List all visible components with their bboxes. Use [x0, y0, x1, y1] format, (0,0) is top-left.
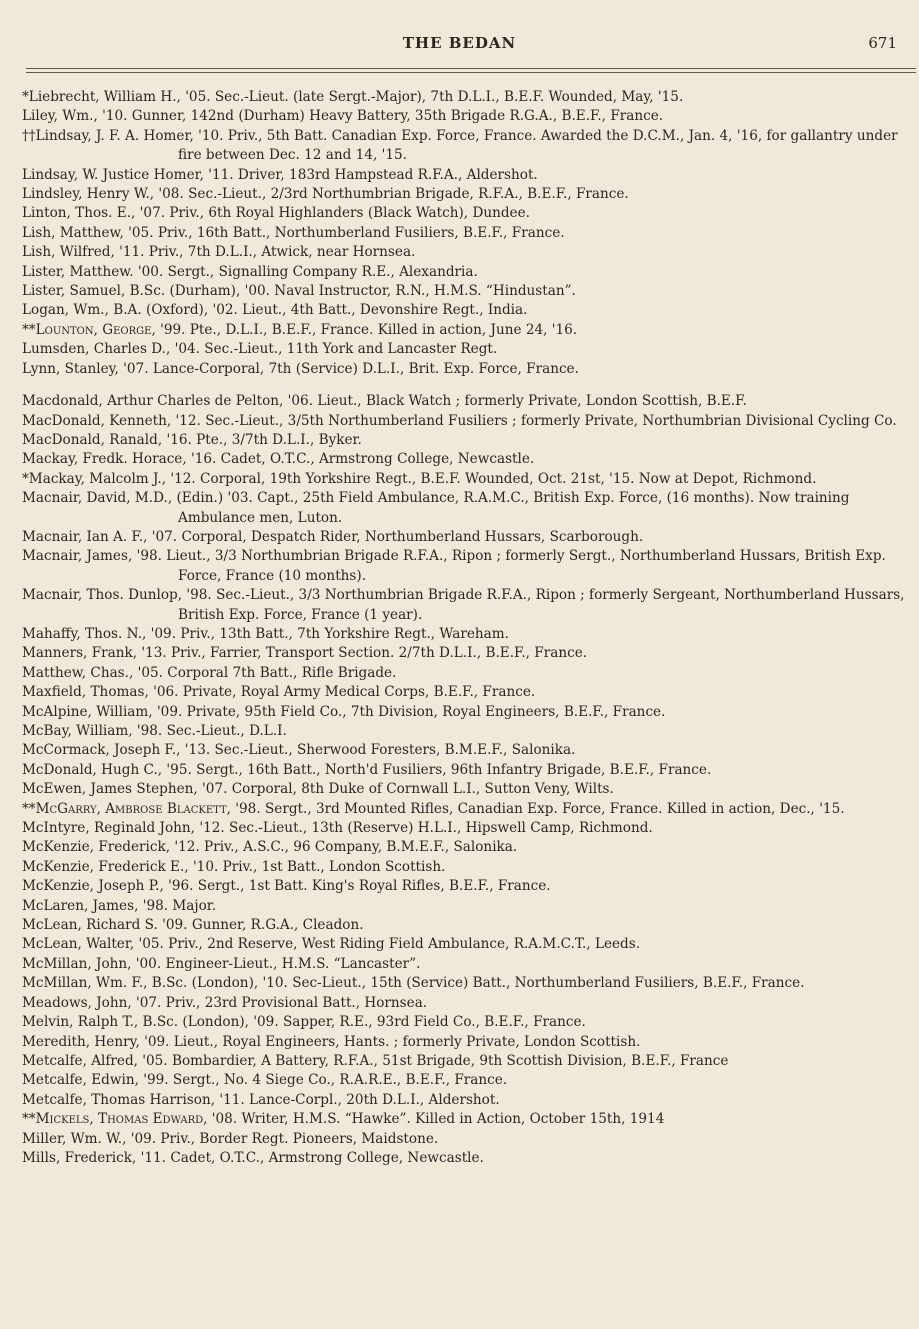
list-item: [22, 1013, 914, 1032]
list-item: [22, 282, 914, 301]
list-item: [22, 185, 914, 204]
list-item: [22, 224, 914, 243]
list-item: [22, 127, 914, 166]
list-item: [22, 586, 914, 625]
entry-text: Metcalfe, Edwin, '99. Sergt., No. 4 Siege Co., R.A.R.E., B.E.F., France.: [22, 1072, 508, 1089]
list-item: [22, 780, 914, 799]
entry-text: Liley, Wm., '10. Gunner, 142nd (Durham) Heavy Battery, 35th Brigade R.G.A., B.E.F., France.: [22, 108, 664, 125]
entry-text: McMillan, Wm. F., B.Sc. (London), '10. Sec-Lieut., 15th (Service) Batt., Northumberland Fusiliers, B.E.F., France.: [22, 975, 805, 992]
list-item: [22, 722, 914, 741]
entry-text: McLaren, James, '98. Major.: [22, 897, 217, 914]
entry-text: Lynn, Stanley, '07. Lance-Corporal, 7th (Service) D.L.I., Brit. Exp. Force, France.: [22, 360, 579, 377]
entry-text: Miller, Wm. W., '09. Priv., Border Regt. Pioneers, Maidstone.: [22, 1130, 439, 1147]
entry-text: Lister, Samuel, B.Sc. (Durham), '00. Naval Instructor, R.N., H.M.S. “Hindustan”.: [22, 283, 576, 300]
list-item: [22, 360, 914, 379]
entry-text: Lister, Matthew. '00. Sergt., Signalling Company R.E., Alexandria.: [22, 263, 478, 280]
entry-text: Melvin, Ralph T., B.Sc. (London), '09. Sapper, R.E., 93rd Field Co., B.E.F., France.: [22, 1014, 586, 1031]
honour-marker: *: [22, 470, 29, 487]
entry-text: McLean, Richard S. '09. Gunner, R.G.A., Cleadon.: [22, 917, 364, 934]
entry-text: Meadows, John, '07. Priv., 23rd Provisional Batt., Hornsea.: [22, 994, 428, 1011]
list-item: [22, 263, 914, 282]
entry-text: McCormack, Joseph F., '13. Sec.-Lieut., Sherwood Foresters, B.M.E.F., Salonika.: [22, 742, 576, 759]
entry-name: McGarry, Ambrose Blackett: [35, 800, 227, 817]
entry-text: Macnair, James, '98. Lieut., 3/3 Northumbrian Brigade R.F.A., Ripon ; formerly Sergt., Northumberland Hussars, British Exp. Force, France (10 months).: [22, 548, 886, 584]
entry-text: McLean, Walter, '05. Priv., 2nd Reserve, West Riding Field Ambulance, R.A.M.C.T., Leeds.: [22, 936, 641, 953]
entry-text: Mackay, Fredk. Horace, '16. Cadet, O.T.C., Armstrong College, Newcastle.: [22, 451, 535, 468]
entry-text: Lish, Matthew, '05. Priv., 16th Batt., Northumberland Fusiliers, B.E.F., France.: [22, 224, 565, 241]
running-title: THE BEDAN: [402, 34, 517, 52]
list-item: [22, 450, 914, 469]
list-item: [22, 664, 914, 683]
list-item: [22, 470, 914, 489]
entry-text: Lumsden, Charles D., '04. Sec.-Lieut., 11th York and Lancaster Regt.: [22, 341, 498, 358]
entry-group-m: [22, 392, 914, 1168]
entry-name: Lounton, George: [35, 321, 152, 338]
entry-text: Manners, Frank, '13. Priv., Farrier, Transport Section. 2/7th D.L.I., B.E.F., France.: [22, 645, 588, 662]
entry-text: Maxfield, Thomas, '06. Private, Royal Army Medical Corps, B.E.F., France.: [22, 684, 536, 701]
entry-text: , '98. Sergt., 3rd Mounted Rifles, Canadian Exp. Force, France. Killed in action, Dec., '15.: [226, 800, 845, 817]
entry-name: Mickels, Thomas Edward: [35, 1111, 204, 1128]
entry-text: , '08. Writer, H.M.S. “Hawke”. Killed in Action, October 15th, 1914: [203, 1111, 665, 1128]
entry-text: McIntyre, Reginald John, '12. Sec.-Lieut., 13th (Reserve) H.L.I., Hipswell Camp, Richmond.: [22, 820, 653, 837]
entry-text: MacDonald, Kenneth, '12. Sec.-Lieut., 3/5th Northumberland Fusiliers ; formerly Private, Northumbrian Divisional Cycling Co.: [22, 412, 897, 429]
list-item: [22, 838, 914, 857]
list-item: [22, 703, 914, 722]
list-item: [22, 166, 914, 185]
page-header: [0, 34, 919, 56]
list-item: [22, 528, 914, 547]
list-item: [22, 1091, 914, 1110]
list-item: [22, 994, 914, 1013]
list-item: [22, 88, 914, 107]
entry-text: Lindsley, Henry W., '08. Sec.-Lieut., 2/3rd Northumbrian Brigade, R.F.A., B.E.F., France.: [22, 186, 629, 203]
entry-text: Macnair, Thos. Dunlop, '98. Sec.-Lieut., 3/3 Northumbrian Brigade R.F.A., Ripon ; formerly Sergeant, Northumberland Hussars, British Exp. Force, France (1 year).: [22, 587, 905, 623]
entry-text: Metcalfe, Thomas Harrison, '11. Lance-Corpl., 20th D.L.I., Aldershot.: [22, 1091, 500, 1108]
header-rule-bottom: [26, 72, 916, 73]
list-item: [22, 819, 914, 838]
entry-text: Logan, Wm., B.A. (Oxford), '02. Lieut., 4th Batt., Devonshire Regt., India.: [22, 302, 528, 319]
entry-text: Macnair, Ian A. F., '07. Corporal, Despatch Rider, Northumberland Hussars, Scarborough.: [22, 528, 644, 545]
entry-text: Liebrecht, William H., '05. Sec.-Lieut. (late Sergt.-Major), 7th D.L.I., B.E.F. Wounded, May, '15.: [28, 89, 684, 105]
entry-text: Mahaffy, Thos. N., '09. Priv., 13th Batt., 7th Yorkshire Regt., Wareham.: [22, 625, 509, 642]
entry-text: Macnair, David, M.D., (Edin.) '03. Capt., 25th Field Ambulance, R.A.M.C., British Exp. Force, (16 months). Now training Ambulance men, Luton.: [22, 490, 850, 526]
honour-marker: **: [22, 800, 36, 817]
entry-list: [22, 88, 914, 1168]
entry-text: Metcalfe, Alfred, '05. Bombardier, A Battery, R.F.A., 51st Brigade, 9th Scottish Division, B.E.F., France: [22, 1052, 729, 1069]
list-item: [22, 1130, 914, 1149]
page-number: 671: [868, 34, 897, 52]
list-item: [22, 340, 914, 359]
list-item: [22, 1052, 914, 1071]
entry-text: Mackay, Malcolm J., '12. Corporal, 19th Yorkshire Regt., B.E.F. Wounded, Oct. 21st, '15. Now at Depot, Richmond.: [28, 470, 817, 487]
list-item: [22, 243, 914, 262]
list-item: [22, 955, 914, 974]
list-item: [22, 974, 914, 993]
list-item: [22, 1033, 914, 1052]
list-item: [22, 204, 914, 223]
entry-text: , '99. Pte., D.L.I., B.E.F., France. Killed in action, June 24, '16.: [151, 321, 578, 338]
honour-marker: **: [22, 1111, 36, 1128]
honour-marker: *: [22, 89, 29, 105]
list-item: [22, 683, 914, 702]
entry-text: MacDonald, Ranald, '16. Pte., 3/7th D.L.I., Byker.: [22, 431, 362, 448]
entry-text: Mills, Frederick, '11. Cadet, O.T.C., Armstrong College, Newcastle.: [22, 1149, 484, 1166]
honour-marker: ††: [22, 127, 36, 144]
group-gap: [22, 379, 914, 392]
entry-text: McKenzie, Frederick, '12. Priv., A.S.C., 96 Company, B.M.E.F., Salonika.: [22, 839, 518, 856]
entry-text: McEwen, James Stephen, '07. Corporal, 8th Duke of Cornwall L.I., Sutton Veny, Wilts.: [22, 781, 614, 798]
entry-text: McKenzie, Frederick E., '10. Priv., 1st Batt., London Scottish.: [22, 858, 446, 875]
list-item: [22, 858, 914, 877]
list-item: [22, 761, 914, 780]
list-item: [22, 392, 914, 411]
honour-marker: **: [22, 321, 36, 338]
list-item: [22, 877, 914, 896]
entry-text: Meredith, Henry, '09. Lieut., Royal Engineers, Hants. ; formerly Private, London Scottish.: [22, 1033, 641, 1050]
list-item: [22, 897, 914, 916]
list-item: [22, 1071, 914, 1090]
entry-text: McKenzie, Joseph P., '96. Sergt., 1st Batt. King's Royal Rifles, B.E.F., France.: [22, 878, 551, 895]
list-item: [22, 1149, 914, 1168]
list-item: [22, 741, 914, 760]
list-item: [22, 431, 914, 450]
entry-text: Lindsay, W. Justice Homer, '11. Driver, 183rd Hampstead R.F.A., Aldershot.: [22, 166, 538, 183]
list-item: [22, 625, 914, 644]
entry-text: Linton, Thos. E., '07. Priv., 6th Royal Highlanders (Black Watch), Dundee.: [22, 205, 530, 222]
list-item: [22, 644, 914, 663]
entry-text: McDonald, Hugh C., '95. Sergt., 16th Batt., North'd Fusiliers, 96th Infantry Brigade, B.E.F., France.: [22, 761, 712, 778]
entry-text: Lindsay, J. F. A. Homer, '10. Priv., 5th Batt. Canadian Exp. Force, France. Awarded the D.C.M., Jan. 4, '16, for gallantry under fire between Dec. 12 and 14, '15.: [35, 127, 898, 164]
list-item: [22, 489, 914, 528]
list-item: [22, 107, 914, 126]
list-item: [22, 916, 914, 935]
list-item: [22, 412, 914, 431]
list-item: [22, 321, 914, 340]
entry-text: Macdonald, Arthur Charles de Pelton, '06. Lieut., Black Watch ; formerly Private, London Scottish, B.E.F.: [22, 393, 747, 410]
entry-text: McMillan, John, '00. Engineer-Lieut., H.M.S. “Lancaster”.: [22, 955, 421, 972]
list-item: [22, 301, 914, 320]
entry-text: McBay, William, '98. Sec.-Lieut., D.L.I.: [22, 723, 287, 739]
list-item: [22, 547, 914, 586]
entry-text: McAlpine, William, '09. Private, 95th Field Co., 7th Division, Royal Engineers, B.E.F., France.: [22, 703, 666, 720]
entry-text: Matthew, Chas., '05. Corporal 7th Batt., Rifle Brigade.: [22, 664, 397, 681]
entry-text: Lish, Wilfred, '11. Priv., 7th D.L.I., Atwick, near Hornsea.: [22, 244, 416, 261]
header-rule-top: [26, 68, 916, 69]
entry-group-l: [22, 88, 914, 379]
list-item: [22, 800, 914, 819]
list-item: [22, 935, 914, 954]
list-item: [22, 1110, 914, 1129]
